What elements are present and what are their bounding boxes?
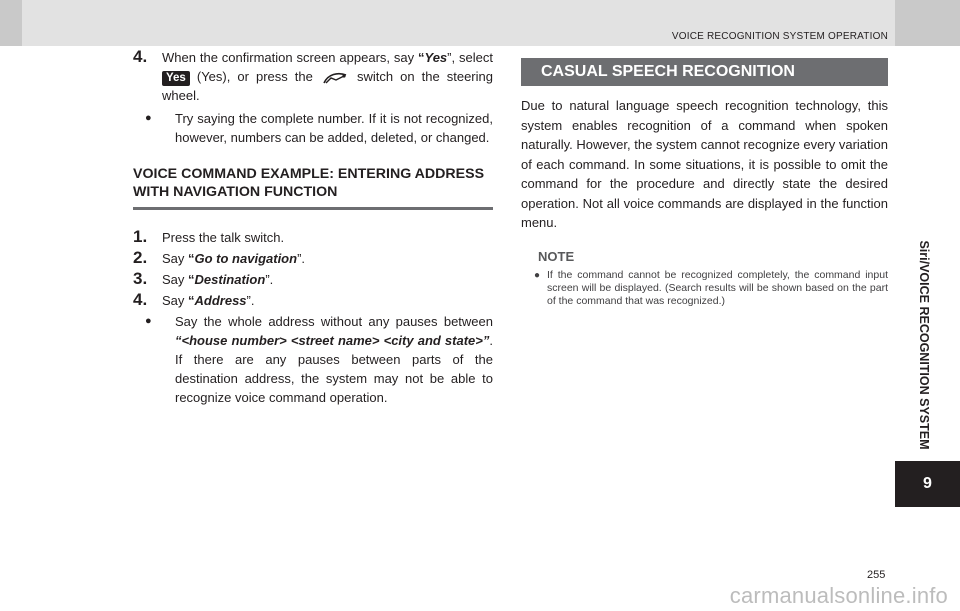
page-number: 255 xyxy=(867,569,886,581)
step-text: Say xyxy=(162,251,189,266)
note-title: NOTE xyxy=(538,248,575,264)
quote-mark: “ xyxy=(188,272,195,287)
bullet-text: . If there are any pauses between parts of the destination address, the system may not be able to recognize voice command operation. xyxy=(175,333,493,405)
address-bullet xyxy=(133,312,493,407)
quote-mark: “ xyxy=(418,50,425,65)
section-banner: CASUAL SPEECH RECOGNITION xyxy=(521,58,888,86)
bullet-text: Say the whole address without any pauses between xyxy=(175,314,493,329)
step-text: (Yes), or press the xyxy=(189,69,320,84)
chapter-tab[interactable] xyxy=(895,461,960,507)
step-text: switch on the steering wheel. xyxy=(162,69,493,103)
voice-phrase: Go to navigation xyxy=(194,251,298,266)
step-text: Say xyxy=(162,272,189,287)
tip-text: Try saying the complete number. If it is not recognized, however, numbers can be added, deleted, or changed. xyxy=(175,111,493,145)
step-1 xyxy=(133,228,493,247)
section-heading: VOICE COMMAND EXAMPLE: ENTERING ADDRESS WITH NAVIGATION FUNCTION xyxy=(133,165,493,210)
side-tab-top xyxy=(895,0,960,46)
address-bullet-text xyxy=(162,312,493,407)
quote-mark: ”. xyxy=(246,293,255,308)
step-number: 1. xyxy=(133,227,148,246)
bullet-dot-icon: ● xyxy=(534,269,541,281)
step-text: When the confirmation screen appears, say xyxy=(162,50,419,65)
note-text: If the command cannot be recognized completely, the command input screen will be displayed. (Search results will be shown based on the part of the command that was recognized.) xyxy=(547,268,888,308)
right-column xyxy=(521,58,888,308)
step-4-confirm xyxy=(133,48,493,105)
step-number: 3. xyxy=(133,269,148,288)
bullet-dot-icon: ● xyxy=(145,315,152,327)
voice-phrase-yes: Yes xyxy=(424,50,448,65)
note-item xyxy=(521,269,888,309)
yes-button[interactable]: Yes xyxy=(162,71,190,86)
body-paragraph: Due to natural language speech recognition technology, this system enables recognition of a command when spoken naturally. However, the system cannot recognize every variation of each command. In some situations, it is possible to omit the command for the procedure and directly state the desired operation. Not all voice commands are displayed in the function menu. xyxy=(521,98,888,230)
chapter-number: 9 xyxy=(923,475,932,492)
step-text: Press the talk switch. xyxy=(162,230,285,245)
step-2 xyxy=(133,249,493,268)
step-text: select xyxy=(459,50,493,65)
left-column xyxy=(133,48,493,407)
voice-phrase: Address xyxy=(194,293,247,308)
voice-phrase: Destination xyxy=(194,272,266,287)
step-4 xyxy=(133,291,493,310)
quote-mark: “ xyxy=(188,251,195,266)
step-3 xyxy=(133,270,493,289)
step-number: 4. xyxy=(133,290,148,309)
quote-mark: ”. xyxy=(265,272,274,287)
steps-list xyxy=(133,228,493,407)
quote-mark: “ xyxy=(188,293,195,308)
bullet-dot-icon: ● xyxy=(145,112,152,124)
talk-switch-icon xyxy=(320,71,350,85)
running-header: VOICE RECOGNITION SYSTEM OPERATION xyxy=(671,31,888,42)
section-tab-label xyxy=(902,240,946,450)
address-phrase: “<house number> <street name> <city and state>” xyxy=(175,333,490,348)
step-number: 2. xyxy=(133,248,148,267)
quote-mark: ”. xyxy=(297,251,306,266)
step-text: Say xyxy=(162,293,189,308)
tip-bullet xyxy=(133,109,493,147)
quote-mark: ”, xyxy=(447,50,456,65)
step-number: 4. xyxy=(133,47,148,66)
section-tab-text: Siri/VOICE RECOGNITION SYSTEM xyxy=(917,240,931,450)
watermark: carmanualsonline.info xyxy=(729,583,948,608)
